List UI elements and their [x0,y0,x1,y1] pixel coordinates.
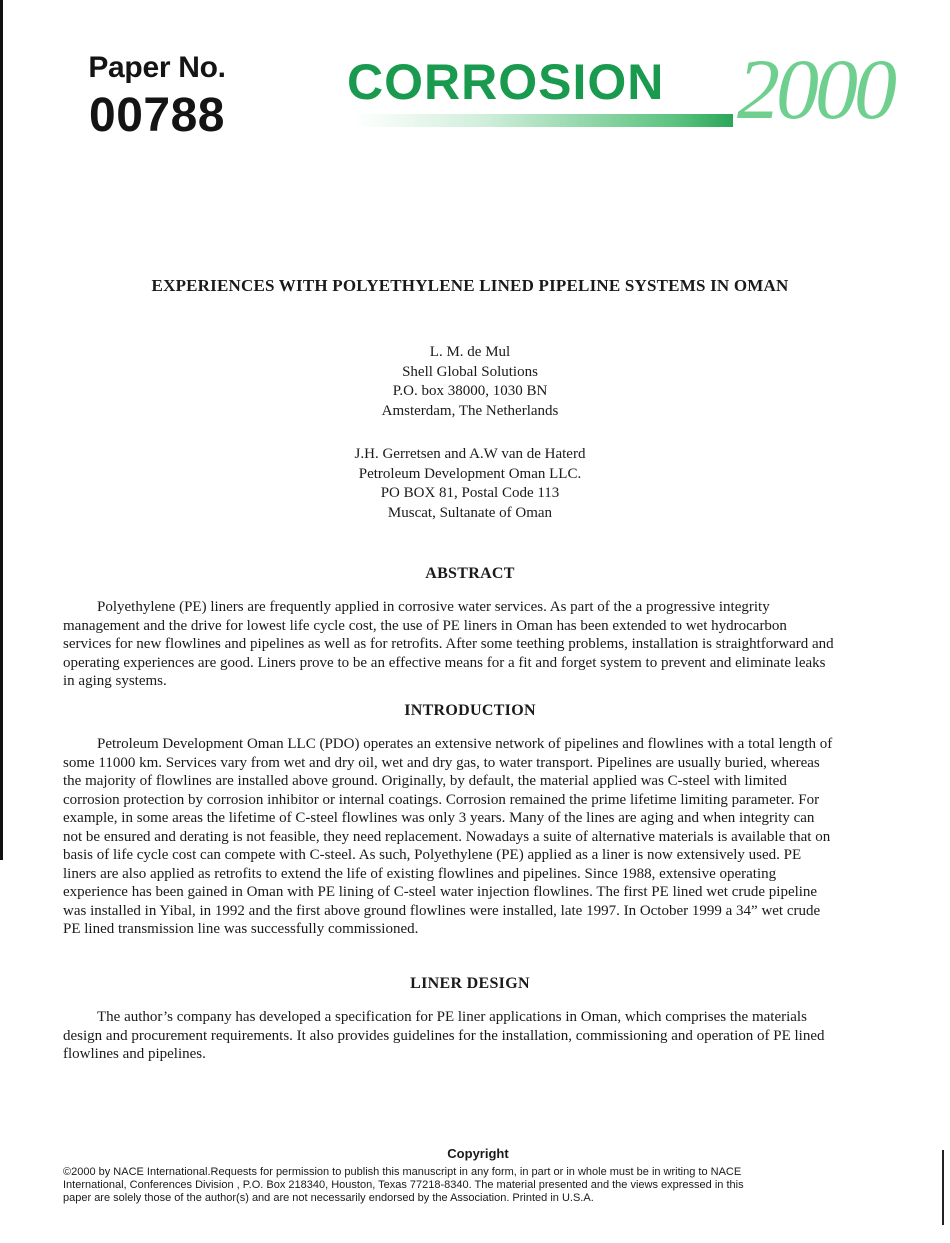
paper-number-block [72,50,242,144]
text-line: The author’s company has developed a specification for PE liner applications in Oman, which comprises the materials [97,1009,807,1025]
introduction-heading: INTRODUCTION [404,702,536,719]
author-line: P.O. box 38000, 1030 BN [392,383,548,399]
text-line: example, in some areas the lifetime of C-steel flowlines was only 3 years. Many of the lines are aging and when integrity can [63,810,815,826]
text-line: design and procurement requirements. It also provides guidelines for the installation, commissioning and operation of PE lined [63,1027,825,1044]
abstract-heading: ABSTRACT [425,565,515,582]
author-line: Amsterdam, The Netherlands [381,402,559,419]
introduction-paragraph [63,735,903,939]
author-line: Shell Global Solutions [402,363,538,380]
text-line: liners are also applied as retrofits to extend the life of existing flowlines and pipelines. Since 1988, extensive operating [63,865,777,882]
text-line: Petroleum Development Oman LLC (PDO) operates an extensive network of pipelines and flowlines with a total length of [97,736,833,752]
corrosion-2000-logo [345,41,893,142]
text-line: management and the drive for lowest life cycle cost, the use of PE liners in Oman has been extended to wet hydrocarbon [63,617,787,634]
author-line: PO BOX 81, Postal Code 113 [380,485,560,501]
text-line: PE lined transmission line was successfully commissioned. [63,921,419,937]
text-line: was installed in Yibal, in 1992 and the first above ground flowlines were installed, late 1997. In October 1999 a 34” wet crude [63,902,821,919]
text-line: some 11000 km. Services vary from wet and dry oil, wet and dry gas, to water transport. Pipelines are usually buried, whereas [63,754,820,771]
text-line: the majority of flowlines are installed above ground. Originally, by default, the material applied was C-steel with limited [63,773,787,789]
logo-year: 2000 [737,41,893,137]
copyright-line: International, Conferences Division , P.O. Box 218340, Houston, Texas 77218-8340. The material presented and the views expressed in this [63,1179,744,1191]
paper-number-label: Paper No. [88,51,226,84]
author-line: Muscat, Sultanate of Oman [387,504,553,521]
abstract-paragraph [63,598,903,691]
logo-word: CORROSION [347,54,665,110]
text-line: not be ensured and derating is not feasible, they need replacement. Nowadays a suite of alternative materials is available that on [63,828,831,845]
copyright-notice [63,1146,893,1205]
text-line: services for new flowlines and pipelines as well as for retrofits. After some teething problems, installation is straightforward and [63,636,834,652]
text-line: corrosion protection by corrosion inhibitor or internal coatings. Corrosion remained the prime lifetime limiting parameter. For [63,791,820,808]
paper-title: EXPERIENCES WITH POLYETHYLENE LINED PIPELINE SYSTEMS IN OMAN [151,276,789,295]
text-line: flowlines and pipelines. [63,1046,206,1062]
copyright-line: paper are solely those of the author(s) and are not necessarily endorsed by the Association. Printed in U.S.A. [63,1192,594,1204]
text-line: Polyethylene (PE) liners are frequently applied in corrosive water services. As part of the a progressive integrity [97,599,770,615]
author-line: J.H. Gerretsen and A.W van de Haterd [354,446,586,462]
text-line: experience has been gained in Oman with PE lining of C-steel water injection flowlines. The first PE lined wet crude pipeline [63,884,818,900]
copyright-line: ©2000 by NACE International.Requests for permission to publish this manuscript in any form, in part or in whole must be in writing to NACE [63,1166,742,1178]
paper-number: 00788 [89,89,225,142]
liner-design-heading: LINER DESIGN [410,975,530,992]
author-line: Petroleum Development Oman LLC. [358,465,582,482]
scan-edge-right [942,1150,944,1225]
liner-design-paragraph [63,1008,903,1064]
scan-edge-left [0,0,3,860]
logo-gradient-bar [353,114,733,127]
text-line: in aging systems. [63,673,167,689]
copyright-title: Copyright [447,1146,509,1161]
text-line: basis of life cycle cost can compete with C-steel. As such, Polyethylene (PE) applied as a liner is now extensively used. PE [63,847,802,863]
author-affiliation-2 [0,445,940,523]
text-line: operating experiences are good. Liners prove to be an effective means for a fit and forget system to prevent and eliminate leaks [63,654,826,671]
author-line: L. M. de Mul [429,344,511,360]
author-affiliation-1 [0,343,940,421]
